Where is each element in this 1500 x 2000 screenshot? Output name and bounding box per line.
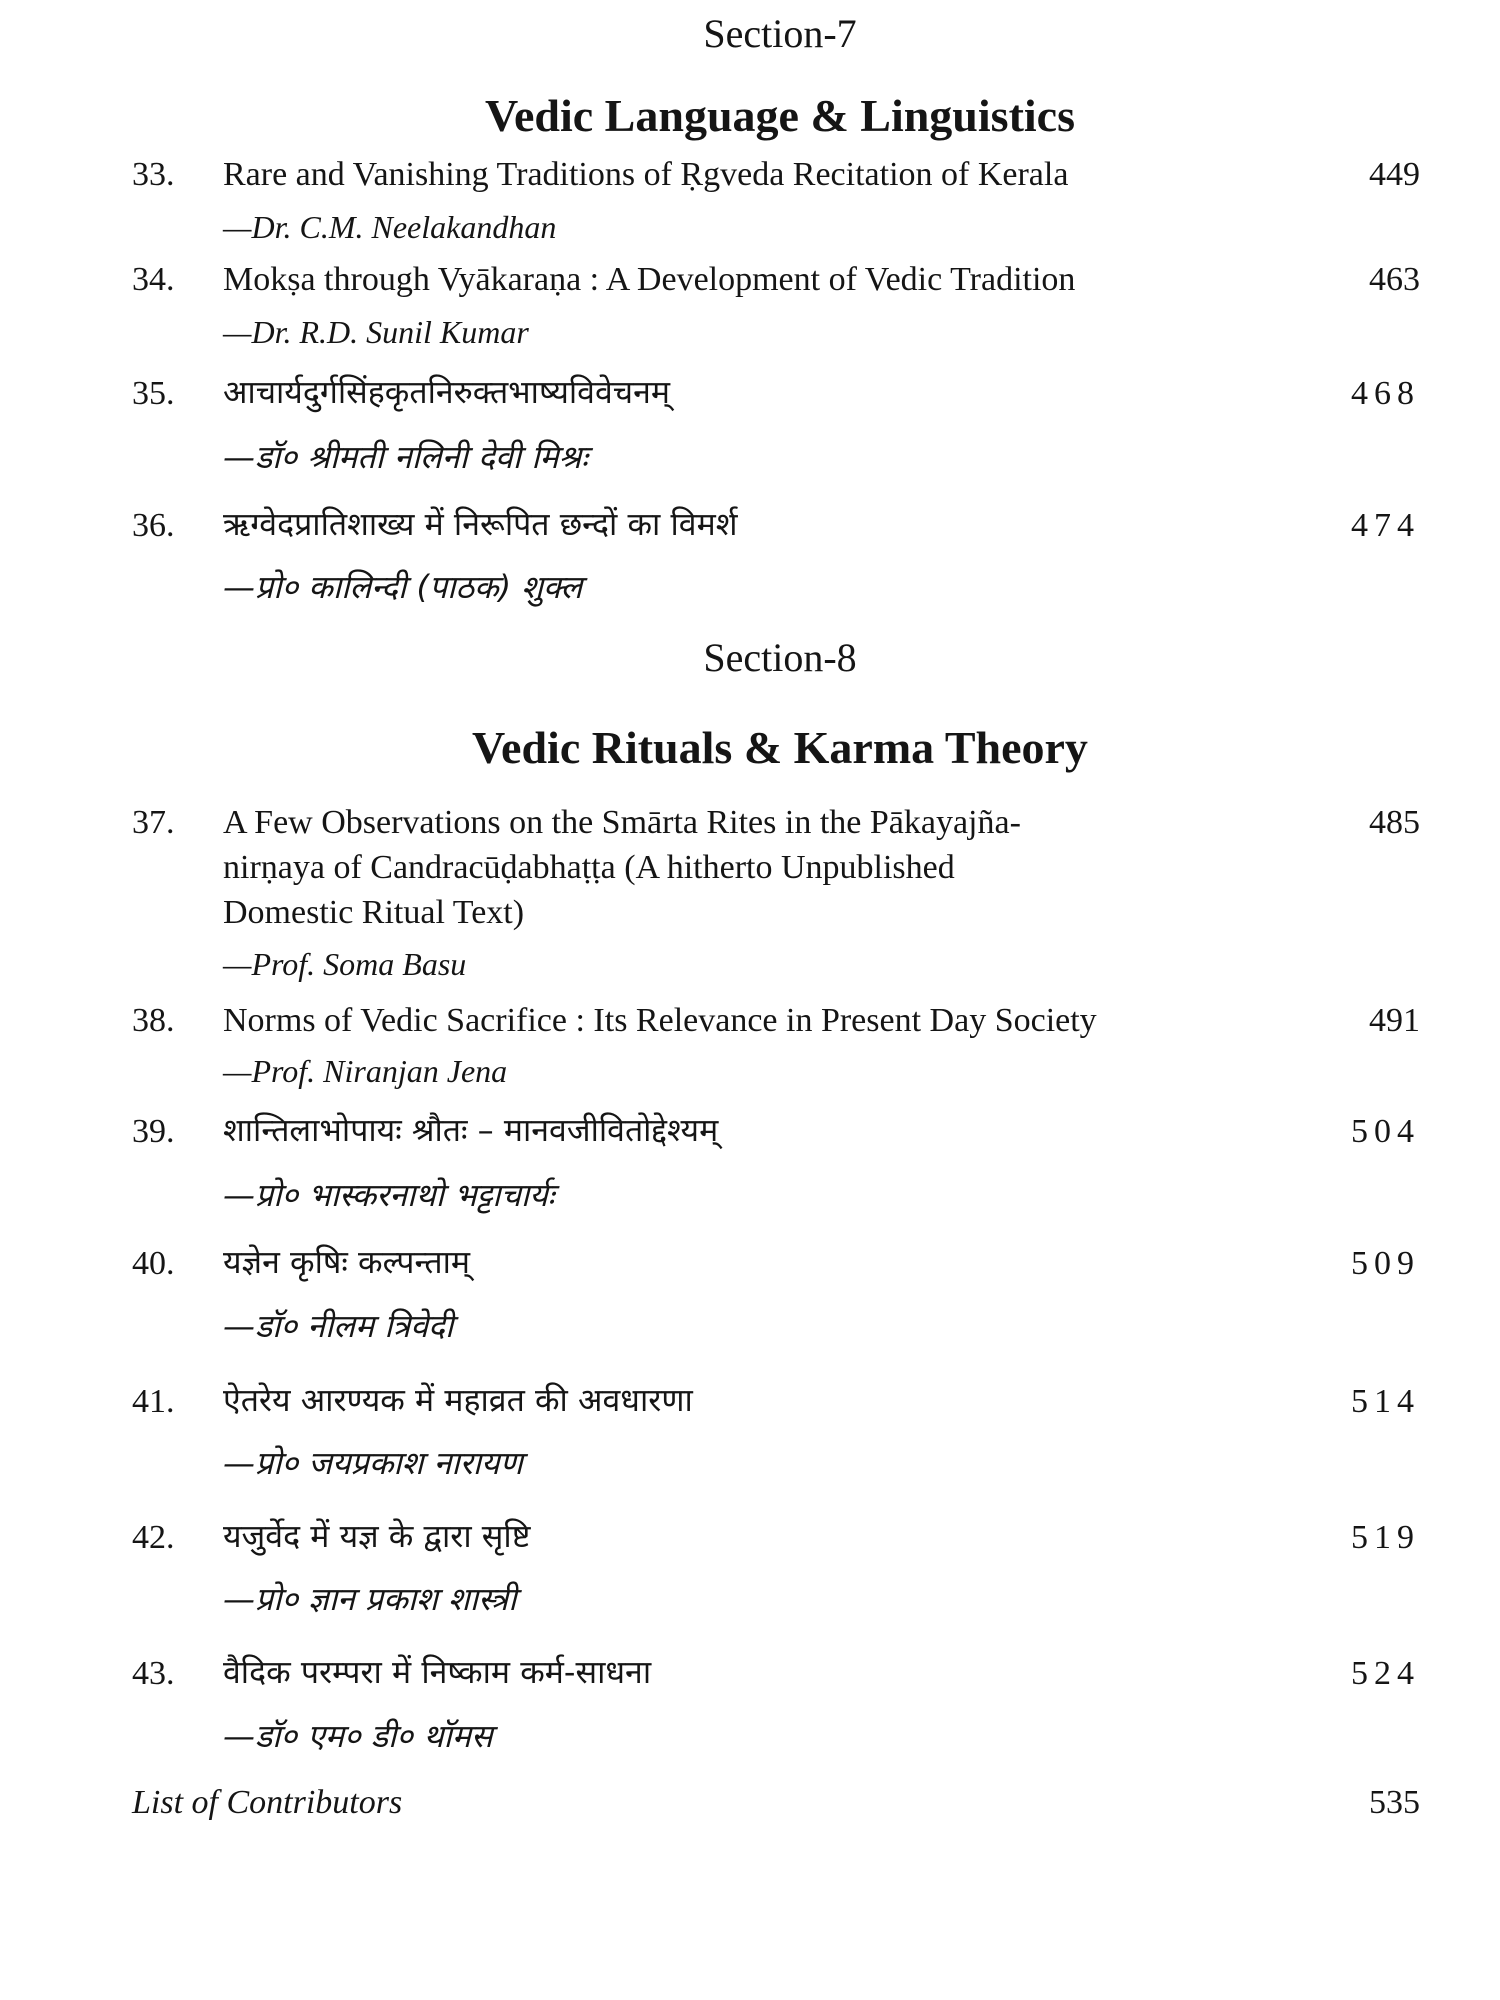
entry-38-page: 491	[1369, 1002, 1420, 1039]
entry-43-title: वैदिक परम्परा में निष्काम कर्म-साधना	[223, 1653, 652, 1691]
entry-37-author: —Prof. Soma Basu	[223, 946, 467, 982]
section-7-label: Section-7	[703, 11, 857, 56]
entry-39-title: शान्तिलाभोपायः श्रौतः – मानवजीवितोद्देश्यम्	[223, 1111, 719, 1149]
entry-36-author: —प्रो० कालिन्दी (पाठक) शुक्ल	[223, 568, 583, 606]
entry-38-author: —Prof. Niranjan Jena	[223, 1053, 508, 1089]
entry-34-number: 34.	[132, 261, 175, 298]
section-7-heading: Vedic Language & Linguistics	[484, 90, 1075, 141]
entry-37-title-line-1: A Few Observations on the Smārta Rites in the Pākayajña-	[223, 804, 1021, 841]
entry-33-title: Rare and Vanishing Traditions of Ṛgveda Recitation of Kerala	[223, 156, 1069, 193]
entry-43-number: 43.	[132, 1655, 175, 1692]
entry-42-title: यजुर्वेद में यज्ञ के द्वारा सृष्टि	[223, 1517, 531, 1555]
entry-37-title-line-2: nirṇaya of Candracūḍabhaṭṭa (A hitherto Unpublished	[223, 849, 955, 886]
entry-40-author: —डॉ० नीलम त्रिवेदी	[223, 1307, 454, 1345]
entry-39-page: 504	[1351, 1113, 1420, 1150]
entry-43-author: —डॉ० एम० डी० थॉमस	[223, 1717, 493, 1755]
entry-40-number: 40.	[132, 1245, 175, 1282]
entry-38-number: 38.	[132, 1002, 175, 1039]
entry-33-page: 449	[1369, 156, 1420, 193]
entry-42-page: 519	[1351, 1519, 1420, 1556]
entry-36-page: 474	[1351, 507, 1420, 544]
list-of-contributors: List of Contributors	[132, 1784, 403, 1821]
entry-33-author: —Dr. C.M. Neelakandhan	[223, 209, 557, 245]
entry-40-title: यज्ञेन कृषिः कल्पन्ताम्	[223, 1243, 471, 1281]
entry-39-number: 39.	[132, 1113, 175, 1150]
entry-37-page: 485	[1369, 804, 1420, 841]
entry-43-page: 524	[1351, 1655, 1420, 1692]
entry-40-page: 509	[1351, 1245, 1420, 1282]
entry-37-title	[223, 800, 1303, 935]
entry-39-author: —प्रो० भास्करनाथो भट्टाचार्यः	[223, 1176, 555, 1214]
entry-33-number: 33.	[132, 156, 175, 193]
entry-35-page: 468	[1351, 375, 1420, 412]
entry-42-author: —प्रो० ज्ञान प्रकाश शास्त्री	[223, 1580, 517, 1618]
entry-36-title: ऋग्वेदप्रातिशाख्य में निरूपित छन्दों का विमर्श	[223, 505, 738, 543]
entry-35-number: 35.	[132, 375, 175, 412]
entry-37-number: 37.	[132, 804, 175, 841]
section-8-heading: Vedic Rituals & Karma Theory	[472, 722, 1088, 773]
entry-38-title: Norms of Vedic Sacrifice : Its Relevance in Present Day Society	[223, 1002, 1097, 1039]
entry-35-author: —डॉ० श्रीमती नलिनी देवी मिश्रः	[223, 438, 588, 476]
entry-42-number: 42.	[132, 1519, 175, 1556]
entry-41-author: —प्रो० जयप्रकाश नारायण	[223, 1444, 523, 1482]
entry-36-number: 36.	[132, 507, 175, 544]
entry-34-author: —Dr. R.D. Sunil Kumar	[223, 314, 529, 350]
list-of-contributors-page: 535	[1369, 1784, 1420, 1821]
entry-35-title: आचार्यदुर्गसिंहकृतनिरुक्तभाष्यविवेचनम्	[223, 373, 670, 411]
entry-41-number: 41.	[132, 1383, 175, 1420]
entry-41-page: 514	[1351, 1383, 1420, 1420]
section-8-label: Section-8	[703, 635, 857, 680]
entry-34-page: 463	[1369, 261, 1420, 298]
entry-34-title: Mokṣa through Vyākaraṇa : A Development of Vedic Tradition	[223, 261, 1076, 298]
entry-37-title-line-3: Domestic Ritual Text)	[223, 894, 525, 931]
entry-41-title: ऐतरेय आरण्यक में महाव्रत की अवधारणा	[223, 1381, 693, 1419]
